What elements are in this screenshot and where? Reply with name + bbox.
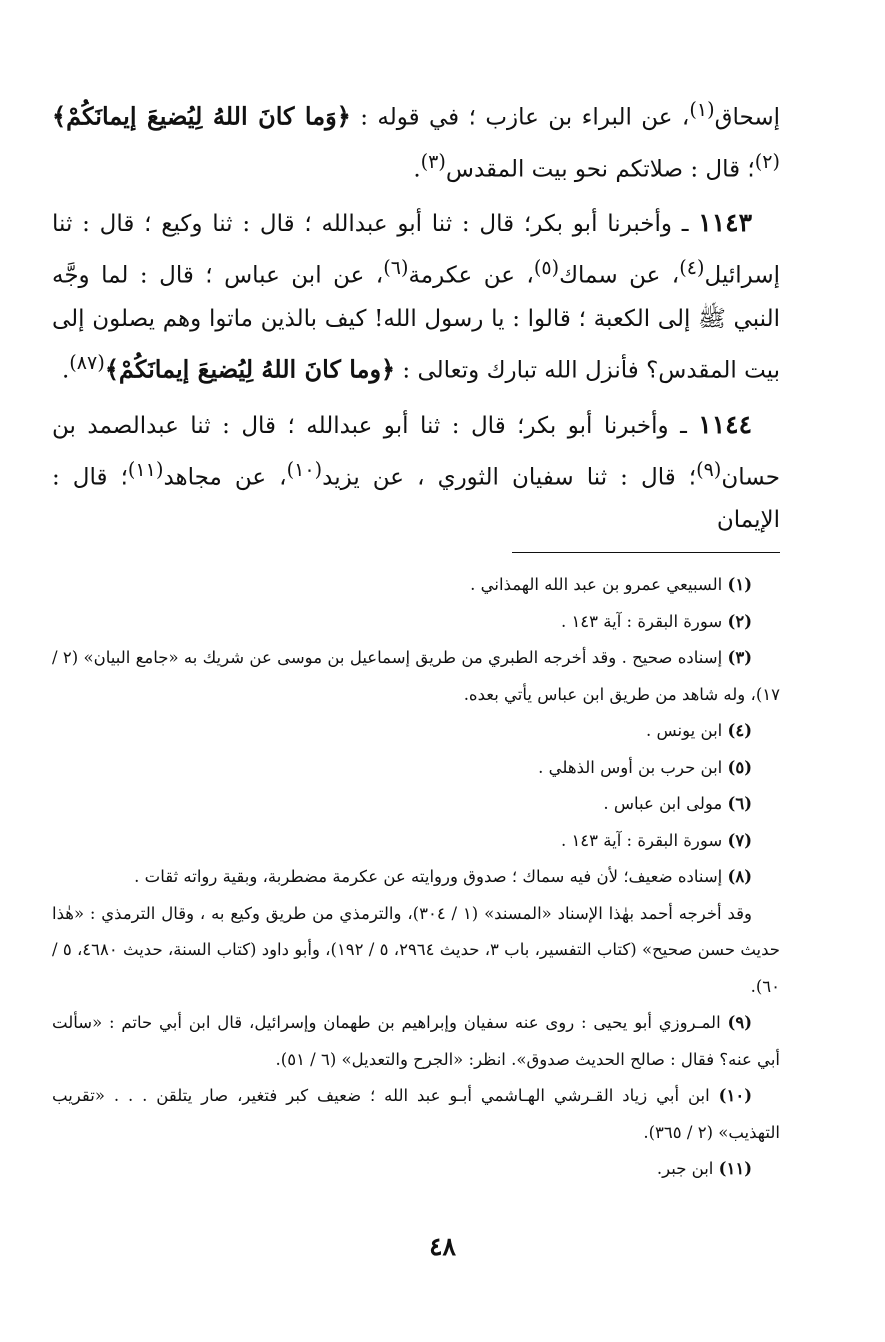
- footnote-text: مولى ابن عباس .: [603, 794, 723, 814]
- hadith-1143: [52, 201, 780, 392]
- footnote-number: (٤): [727, 721, 752, 741]
- footnote-ref: (٥): [533, 256, 560, 280]
- text-segment: ، عن سماك: [559, 262, 680, 289]
- footnote-text: سورة البقرة : آية ١٤٣ .: [560, 830, 723, 850]
- footnote-separator: [512, 552, 780, 553]
- footnote: [52, 786, 780, 823]
- footnote: [52, 1005, 780, 1078]
- footnote: [52, 640, 780, 713]
- footnote-text: سورة البقرة : آية ١٤٣ .: [560, 611, 723, 631]
- footnote-number: (٢): [727, 611, 752, 631]
- quran-verse: ﴿وما كانَ اللهُ لِيُضيعَ إيمانَكُمْ﴾: [104, 354, 396, 384]
- text-segment: إسحاق: [714, 104, 780, 131]
- footnote-ref: (١١): [127, 457, 164, 481]
- footnote-text: ابن جبر.: [656, 1159, 714, 1179]
- footnote-number: (١١): [718, 1159, 752, 1179]
- text-segment: ؛ قال : صلاتكم نحو بيت المقدس: [445, 156, 755, 183]
- text-segment: ؛ قال : الإيمان: [52, 464, 780, 534]
- footnote-text: إسناده صحيح . وقد أخرجه الطبري من طريق إسماعيل بن موسى عن شريك به «جامع البيان» (٢ / ١٧)، وله شاهد من طريق ابن عباس يأتي بعده.: [52, 648, 780, 704]
- footnote: [52, 604, 780, 641]
- footnote: [52, 567, 780, 604]
- hadith-number: ١١٤٣: [698, 208, 752, 238]
- text-segment: ـ وأخبرنا أبو بكر؛ قال : ثنا أبو عبدالله ؛ قال : ثنا وكيع ؛ قال : ثنا إسرائيل: [52, 211, 781, 289]
- footnote: [52, 1078, 780, 1151]
- text-segment: ، عن مجاهد: [163, 464, 287, 491]
- footnote-number: (٩): [727, 1013, 753, 1033]
- text-segment: ، عن عكرمة: [408, 262, 534, 289]
- footnote: [52, 859, 780, 896]
- footnote-ref: (١): [689, 98, 715, 121]
- text-segment: ، عن ابن عباس ؛ قال : لما وجَّه النبي ﷺ إلى الكعبة ؛ قالوا : يا رسول الله! كيف بالذين ماتوا وهم يصلون إلى بيت المقدس؟ فأنزل الله تبارك وتعالى :: [52, 262, 780, 384]
- footnote-ref: (٦): [383, 256, 409, 280]
- text-segment: .: [413, 156, 421, 183]
- footnote-text: ابن أبي زياد القـرشي الهـاشمي أبـو عبد الله ؛ ضعيف كبر فتغير، صار يتلقن . . . «تقريب التهذيب» (٢ / ٣٦٥).: [52, 1086, 780, 1142]
- text-segment: ، عن البراء بن عازب ؛ في قوله :: [350, 104, 690, 131]
- footnote-number: (٧): [727, 830, 752, 850]
- footnote-ref: (٩): [696, 457, 722, 481]
- main-text: [52, 88, 780, 542]
- footnote-number: (١٠): [718, 1086, 753, 1106]
- footnote: [52, 750, 780, 787]
- quran-verse: ﴿وَما كانَ اللهُ لِيُضيعَ إيمانَكُمْ﴾: [52, 101, 351, 131]
- footnote-number: (٣): [727, 648, 752, 668]
- footnote-ref: (١٠): [286, 457, 323, 481]
- page-content: [52, 88, 780, 1188]
- paragraph-continuation: [52, 88, 780, 191]
- page-number: ٤٨: [429, 1232, 456, 1261]
- text-segment: .: [61, 357, 70, 384]
- footnote-number: (٨): [727, 867, 752, 887]
- footnote-text: إسناده ضعيف؛ لأن فيه سماك ؛ صدوق وروايته عن عكرمة مضطربة، وبقية رواته ثقات .: [134, 867, 723, 887]
- hadith-number: ١١٤٤: [698, 409, 752, 439]
- text-segment: ؛ قال : ثنا سفيان الثوري ، عن يزيد: [322, 464, 697, 491]
- hadith-1144: [52, 403, 780, 543]
- footnote-ref: (٣): [420, 149, 446, 173]
- footnote-text: السبيعي عمرو بن عبد الله الهمذاني .: [470, 575, 723, 595]
- footnote-continuation: وقد أخرجه أحمد بهٰذا الإسناد «المسند» (١ / ٣٠٤)، والترمذي من طريق وكيع به ، وقال الترمذي : «هٰذا حديث حسن صحيح» (كتاب التفسير، باب ٣، حديث ٢٩٦٤، ٥ / ١٩٢)، وأبو داود (كتاب السنة، حديث ٤٦٨٠، ٥ / ٦٠).: [52, 903, 781, 996]
- text-segment: ـ وأخبرنا أبو بكر؛ قال : ثنا أبو عبدالله ؛ قال : ثنا عبدالصمد بن حسان: [52, 412, 780, 491]
- footnote-number: (٥): [727, 757, 752, 777]
- footnotes: [52, 567, 780, 1188]
- footnote-number: (١): [727, 575, 752, 595]
- footnote-number: (٦): [727, 794, 752, 814]
- footnote-ref: (٢): [754, 149, 780, 173]
- footnote-text: ابن حرب بن أوس الذهلي .: [538, 757, 723, 777]
- footnote: [52, 823, 780, 860]
- footnote: [52, 713, 780, 750]
- footnote-ref: (٤): [679, 256, 705, 280]
- footnote-text: المـروزي أبو يحيى : روى عنه سفيان وإبراهيم بن طهمان وإسرائيل، قال ابن أبي حاتم : «سألت أبي عنه؟ فقال : صالح الحديث صدوق». انظر: «الجرح والتعديل» (٦ / ٥١).: [52, 1013, 780, 1069]
- footnote-text: ابن يونس .: [646, 721, 723, 741]
- footnote-ref: (٨٧): [69, 350, 105, 374]
- footnote: [52, 1151, 780, 1188]
